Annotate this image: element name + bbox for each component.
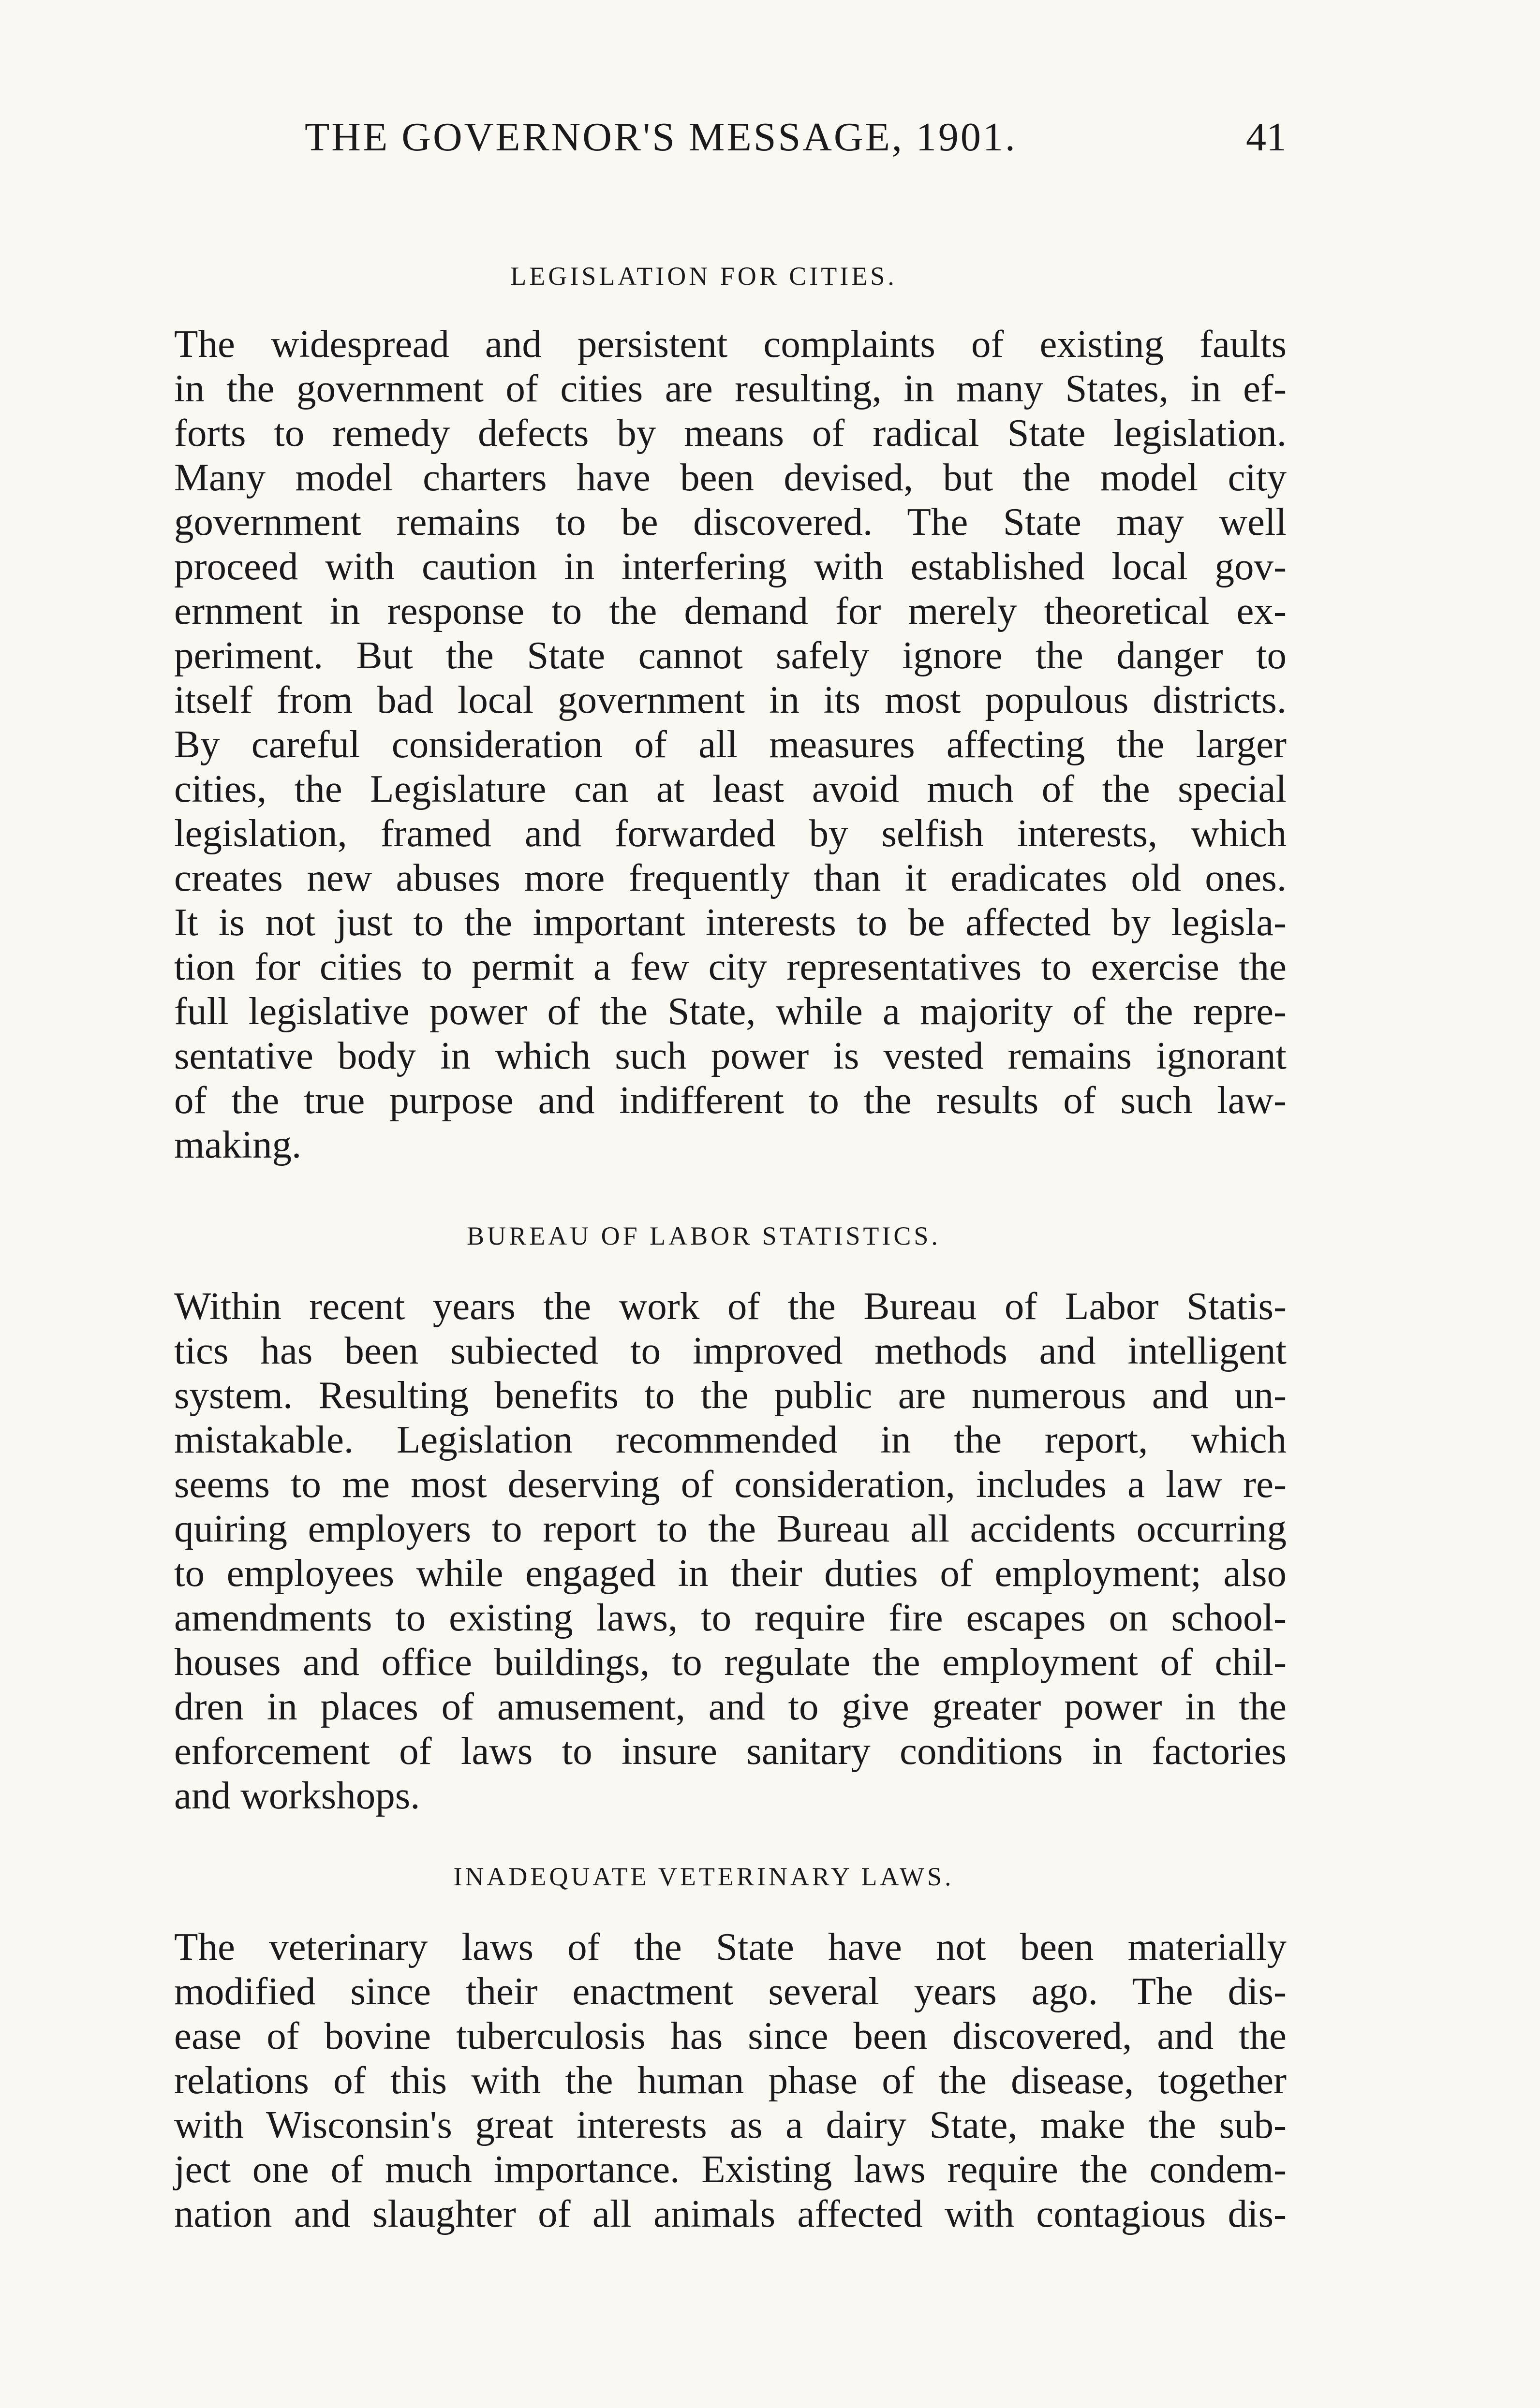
text-line: quiring employers to report to the Bureau all accidents occurring xyxy=(174,1507,1287,1550)
text-line: sentative body in which such power is vested remains ignorant xyxy=(174,1034,1287,1077)
text-line: making. xyxy=(174,1123,302,1166)
text-line: to employees while engaged in their duties of employment; also xyxy=(174,1551,1287,1595)
text-line: forts to remedy defects by means of radical State legislation. xyxy=(174,411,1287,455)
text-line: mistakable. Legislation recommended in the report, which xyxy=(174,1418,1287,1461)
text-line: tion for cities to permit a few city representatives to exercise the xyxy=(174,945,1287,988)
text-line: Within recent years the work of the Bureau of Labor Statis- xyxy=(174,1284,1287,1328)
text-line: amendments to existing laws, to require fire escapes on school- xyxy=(174,1596,1287,1639)
text-line: ease of bovine tuberculosis has since been discovered, and the xyxy=(174,2014,1287,2057)
text-line: full legislative power of the State, while a majority of the repre- xyxy=(174,989,1287,1033)
text-line: ject one of much importance. Existing laws require the condem- xyxy=(174,2147,1287,2191)
paragraph-legislation-for-cities xyxy=(121,322,1287,1167)
section-heading-legislation-for-cities: LEGISLATION FOR CITIES. xyxy=(510,262,897,291)
text-line: government remains to be discovered. The State may well xyxy=(174,500,1287,543)
text-line: enforcement of laws to insure sanitary conditions in factories xyxy=(174,1729,1287,1773)
text-line: tics has been subiected to improved methods and intelligent xyxy=(174,1329,1287,1372)
running-title: THE GOVERNOR'S MESSAGE, 1901. xyxy=(305,115,1017,160)
text-line: houses and office buildings, to regulate the employment of chil- xyxy=(174,1640,1287,1684)
text-line: legislation, framed and forwarded by selfish interests, which xyxy=(174,811,1287,855)
text-line: proceed with caution in interfering with established local gov- xyxy=(174,544,1287,588)
section-heading-inadequate-veterinary-laws: INADEQUATE VETERINARY LAWS. xyxy=(453,1862,954,1891)
text-line: and workshops. xyxy=(174,1774,420,1817)
text-line: seems to me most deserving of consideration, includes a law re- xyxy=(174,1462,1287,1506)
text-line: The veterinary laws of the State have not been materially xyxy=(174,1925,1287,1968)
text-line: It is not just to the important interests to be affected by legisla- xyxy=(174,900,1287,944)
text-line: modified since their enactment several years ago. The dis- xyxy=(174,1969,1287,2013)
paragraph-inadequate-veterinary-laws xyxy=(121,1924,1287,2236)
text-line: relations of this with the human phase of the disease, together xyxy=(174,2058,1287,2102)
paragraph-bureau-of-labor-statistics xyxy=(121,1284,1287,1818)
text-line: of the true purpose and indifferent to the results of such law- xyxy=(174,1078,1287,1122)
text-line: Many model charters have been devised, but the model city xyxy=(174,455,1287,499)
text-line: dren in places of amusement, and to give greater power in the xyxy=(174,1685,1287,1728)
text-line: creates new abuses more frequently than it eradicates old ones. xyxy=(174,856,1287,899)
text-line: with Wisconsin's great interests as a dairy State, make the sub- xyxy=(174,2103,1287,2146)
text-line: periment. But the State cannot safely ignore the danger to xyxy=(174,633,1287,677)
text-line: cities, the Legislature can at least avoid much of the special xyxy=(174,767,1287,810)
section-heading-bureau-of-labor-statistics: BUREAU OF LABOR STATISTICS. xyxy=(467,1221,941,1250)
text-line: nation and slaughter of all animals affected with contagious dis- xyxy=(174,2192,1287,2235)
text-line: in the government of cities are resulting, in many States, in ef- xyxy=(174,367,1287,410)
running-head xyxy=(121,114,1287,167)
text-line: system. Resulting benefits to the public are numerous and un- xyxy=(174,1373,1287,1417)
text-line: itself from bad local government in its most populous districts. xyxy=(174,678,1287,721)
text-line: By careful consideration of all measures affecting the larger xyxy=(174,722,1287,766)
text-line: The widespread and persistent complaints of existing faults xyxy=(174,322,1287,366)
page-number: 41 xyxy=(1246,115,1287,160)
text-line: ernment in response to the demand for merely theoretical ex- xyxy=(174,589,1287,632)
